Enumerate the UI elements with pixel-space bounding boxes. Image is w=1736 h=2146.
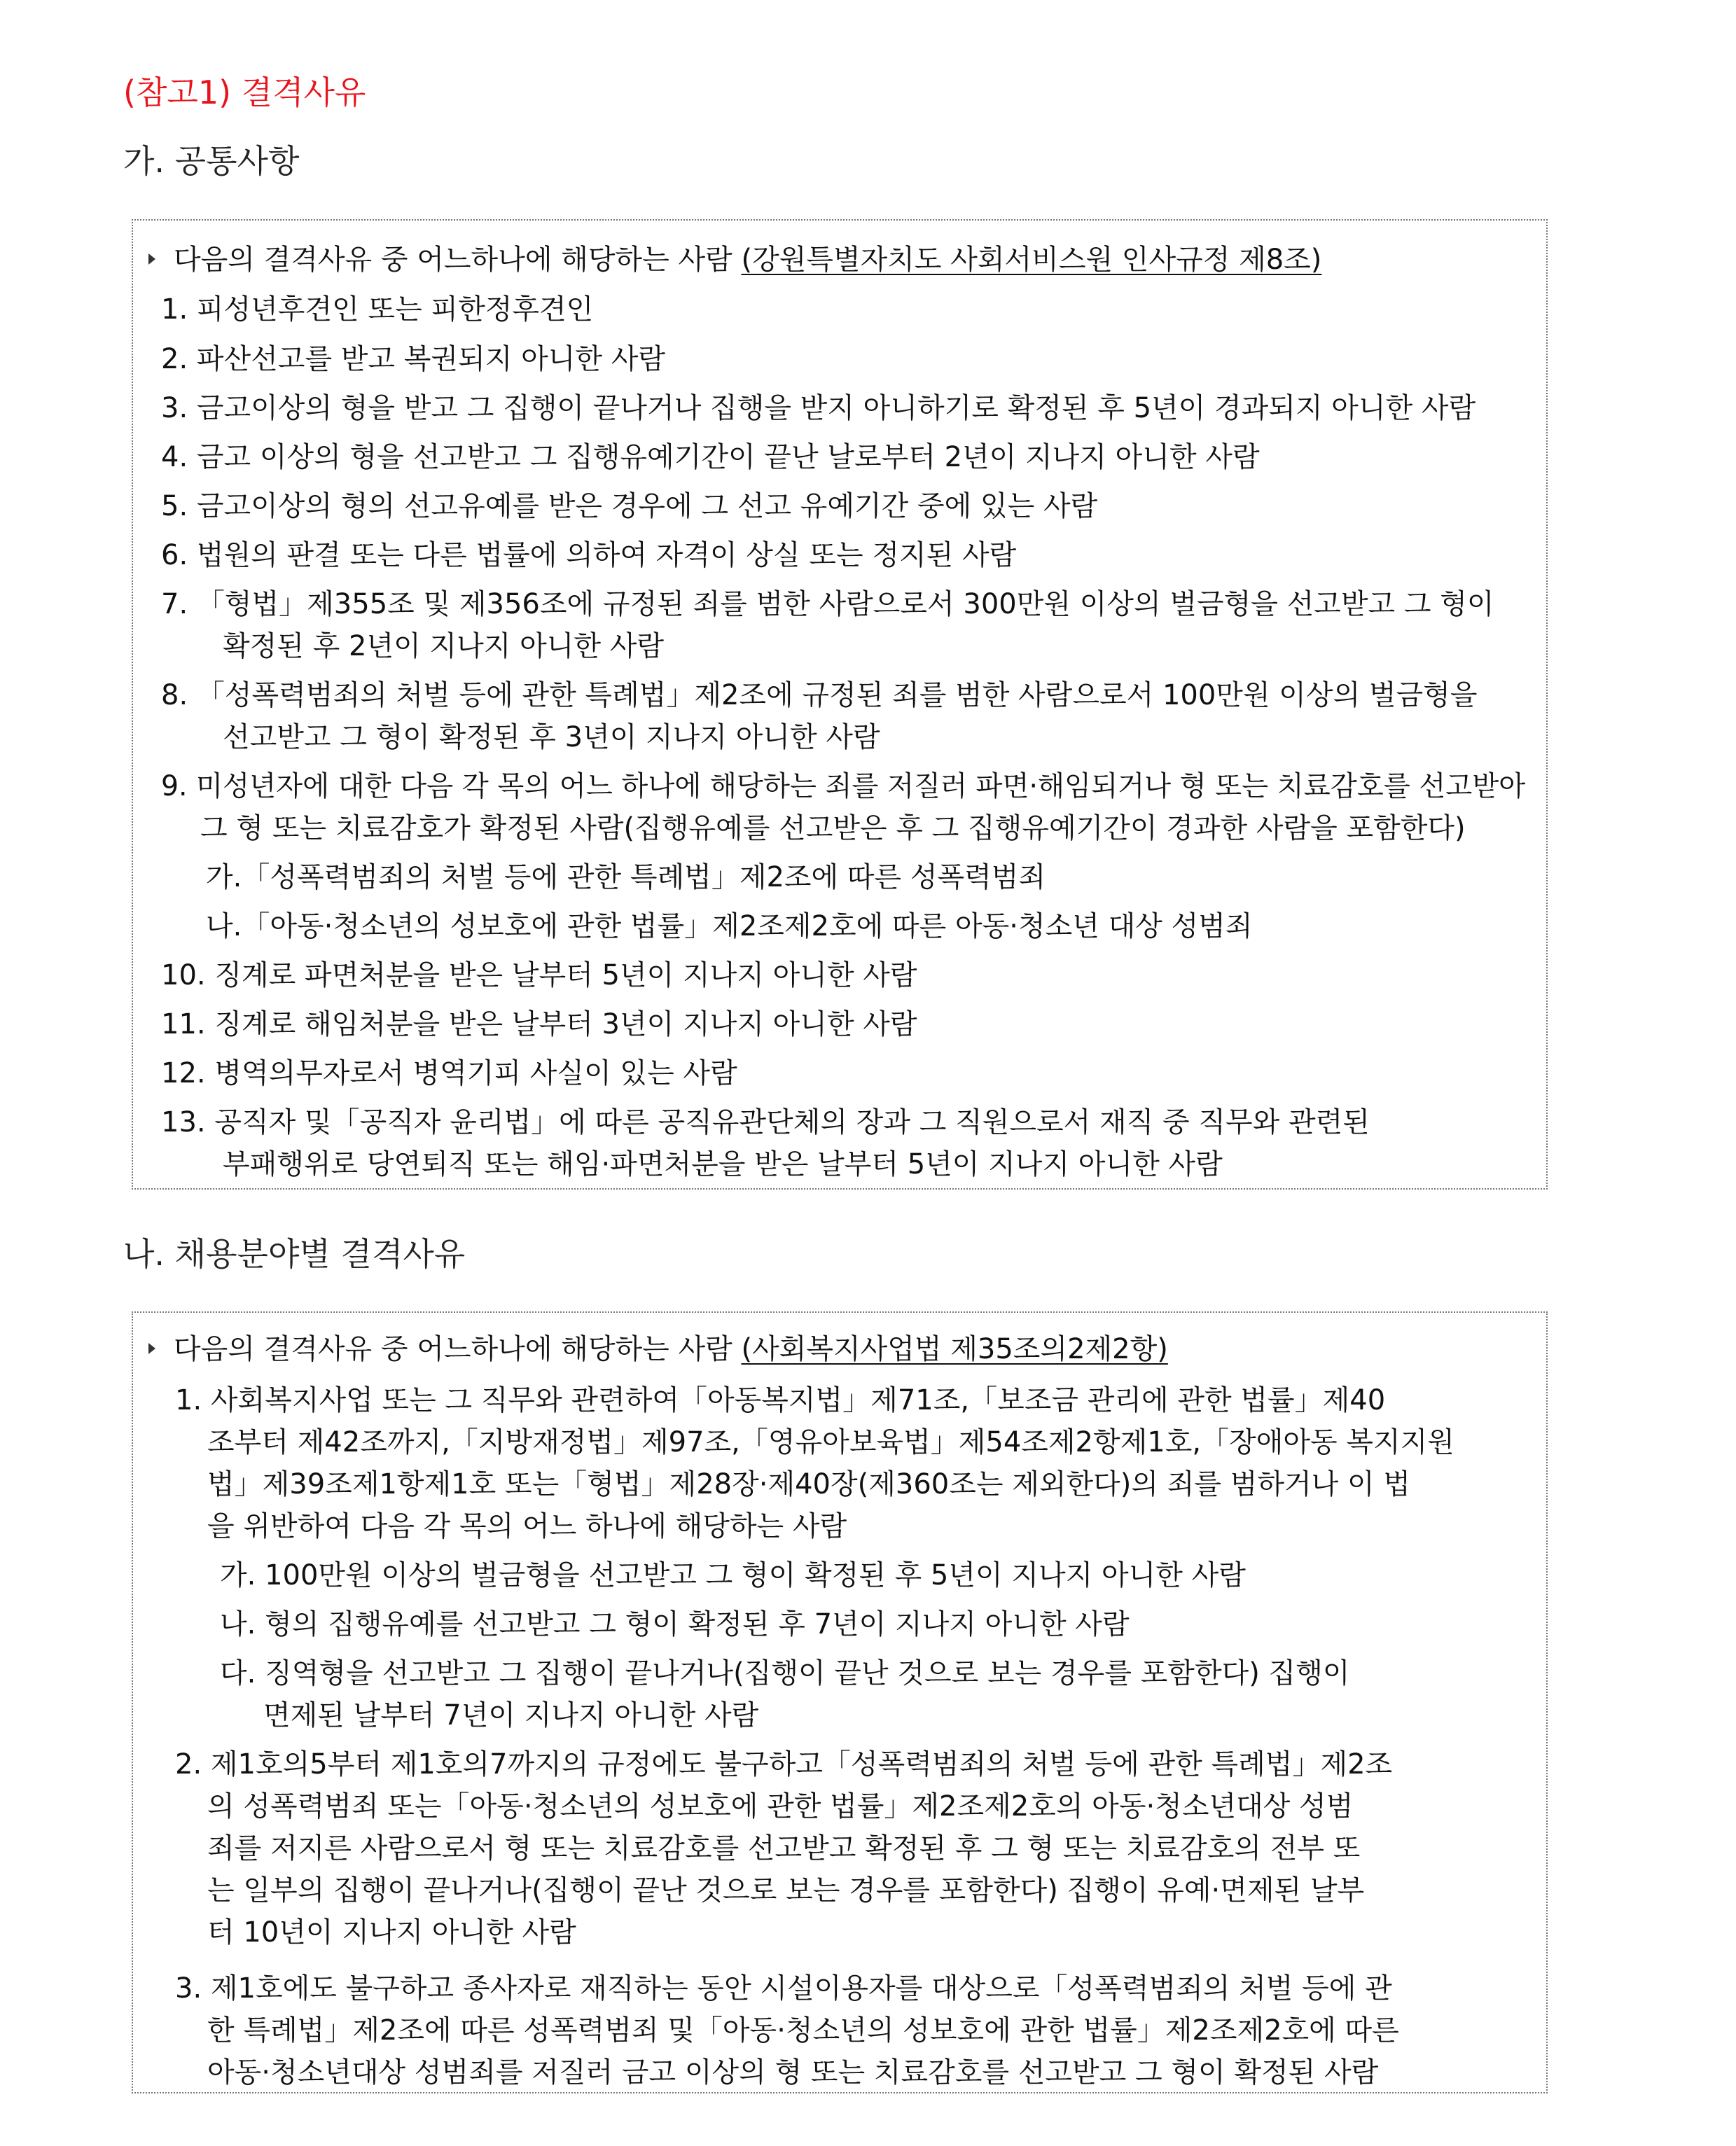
section-b-lead: 다음의 결격사유 중 어느하나에 해당하는 사람 (사회복지사업법 제35조의2제2항) bbox=[148, 1330, 1168, 1369]
list-item-continuation: 의 성폭력범죄 또는「아동·청소년의 성보호에 관한 법률」제2조제2호의 아동·청소년대상 성범 bbox=[207, 1790, 1354, 1823]
list-item-continuation: 법」제39조제1항제1호 또는「형법」제28장·제40장(제360조는 제외한다)의 죄를 범하거나 이 법 bbox=[207, 1468, 1410, 1500]
section-a-lead: 다음의 결격사유 중 어느하나에 해당하는 사람 (강원특별자치도 사회서비스원 인사규정 제8조) bbox=[148, 240, 1321, 279]
list-item: 10. 징계로 파면처분을 받은 날부터 5년이 지나지 아니한 사람 bbox=[161, 959, 917, 991]
sub-list-item-continuation: 면제된 날부터 7년이 지나지 아니한 사람 bbox=[263, 1699, 759, 1732]
list-item: 9. 미성년자에 대한 다음 각 목의 어느 하나에 해당하는 죄를 저질러 파면·해임되거나 형 또는 치료감호를 선고받아 bbox=[161, 770, 1526, 802]
list-item: 11. 징계로 해임처분을 받은 날부터 3년이 지나지 아니한 사람 bbox=[161, 1008, 917, 1040]
sub-list-item: 나. 형의 집행유예를 선고받고 그 형이 확정된 후 7년이 지나지 아니한 사람 bbox=[220, 1608, 1130, 1640]
bullet-triangle-icon bbox=[148, 1343, 155, 1354]
list-item-continuation: 부패행위로 당연퇴직 또는 해임·파면처분을 받은 날부터 5년이 지나지 아니한 사람 bbox=[223, 1148, 1223, 1180]
sub-list-item: 다. 징역형을 선고받고 그 집행이 끝나거나(집행이 끝난 것으로 보는 경우를 포함한다) 집행이 bbox=[220, 1657, 1350, 1689]
section-b-box bbox=[132, 1311, 1548, 2093]
list-item-continuation: 터 10년이 지나지 아니한 사람 bbox=[207, 1916, 576, 1949]
list-item-continuation: 을 위반하여 다음 각 목의 어느 하나에 해당하는 사람 bbox=[207, 1510, 847, 1542]
list-item-continuation: 한 특례법」제2조에 따른 성폭력범죄 및「아동·청소년의 성보호에 관한 법률」제2조제2호에 따른 bbox=[207, 2014, 1399, 2047]
list-item: 1. 사회복지사업 또는 그 직무와 관련하여「아동복지법」제71조,「보조금 관리에 관한 법률」제40 bbox=[175, 1384, 1386, 1416]
list-item: 2. 제1호의5부터 제1호의7까지의 규정에도 불구하고「성폭력범죄의 처벌 등에 관한 특례법」제2조 bbox=[175, 1748, 1393, 1781]
list-item: 3. 금고이상의 형을 받고 그 집행이 끝나거나 집행을 받지 아니하기로 확정된 후 5년이 경과되지 아니한 사람 bbox=[161, 392, 1476, 424]
list-item-continuation: 아동·청소년대상 성범죄를 저질러 금고 이상의 형 또는 치료감호를 선고받고 그 형이 확정된 사람 bbox=[207, 2056, 1379, 2089]
list-item-continuation: 죄를 저지른 사람으로서 형 또는 치료감호를 선고받고 확정된 후 그 형 또는 치료감호의 전부 또 bbox=[207, 1832, 1361, 1865]
reference-title: (참고1) 결격사유 bbox=[123, 74, 366, 111]
sub-list-item: 가. 100만원 이상의 벌금형을 선고받고 그 형이 확정된 후 5년이 지나지 아니한 사람 bbox=[220, 1559, 1246, 1591]
list-item: 4. 금고 이상의 형을 선고받고 그 집행유예기간이 끝난 날로부터 2년이 지나지 아니한 사람 bbox=[161, 441, 1260, 473]
section-a-title: 가. 공통사항 bbox=[123, 142, 300, 180]
list-item: 1. 피성년후견인 또는 피한정후견인 bbox=[161, 293, 594, 326]
list-item: 8. 「성폭력범죄의 처벌 등에 관한 특례법」제2조에 규정된 죄를 범한 사람으로서 100만원 이상의 벌금형을 bbox=[161, 679, 1478, 711]
list-item: 5. 금고이상의 형의 선고유예를 받은 경우에 그 선고 유예기간 중에 있는 사람 bbox=[161, 490, 1098, 522]
section-b-title: 나. 채용분야별 결격사유 bbox=[123, 1235, 466, 1273]
list-item-continuation: 조부터 제42조까지,「지방재정법」제97조,「영유아보육법」제54조제2항제1호,「장애아동 복지지원 bbox=[207, 1426, 1454, 1458]
bullet-triangle-icon bbox=[148, 253, 155, 265]
list-item-continuation: 확정된 후 2년이 지나지 아니한 사람 bbox=[223, 630, 664, 662]
list-item-continuation: 선고받고 그 형이 확정된 후 3년이 지나지 아니한 사람 bbox=[223, 721, 880, 753]
sub-list-item: 나.「아동·청소년의 성보호에 관한 법률」제2조제2호에 따른 아동·청소년 대상 성범죄 bbox=[206, 910, 1253, 942]
list-item: 7. 「형법」제355조 및 제356조에 규정된 죄를 범한 사람으로서 300만원 이상의 벌금형을 선고받고 그 형이 bbox=[161, 588, 1494, 620]
section-b-lead-source: (사회복지사업법 제35조의2제2항) bbox=[741, 1333, 1168, 1365]
list-item: 6. 법원의 판결 또는 다른 법률에 의하여 자격이 상실 또는 정지된 사람 bbox=[161, 539, 1017, 571]
list-item-continuation: 그 형 또는 치료감호가 확정된 사람(집행유예를 선고받은 후 그 집행유예기간이 경과한 사람을 포함한다) bbox=[200, 812, 1466, 844]
list-item: 3. 제1호에도 불구하고 종사자로 재직하는 동안 시설이용자를 대상으로「성폭력범죄의 처벌 등에 관 bbox=[175, 1972, 1392, 2005]
list-item-continuation: 는 일부의 집행이 끝나거나(집행이 끝난 것으로 보는 경우를 포함한다) 집행이 유예·면제된 날부 bbox=[207, 1874, 1365, 1907]
section-a-box bbox=[132, 219, 1548, 1190]
sub-list-item: 가.「성폭력범죄의 처벌 등에 관한 특례법」제2조에 따른 성폭력범죄 bbox=[206, 861, 1046, 893]
list-item: 12. 병역의무자로서 병역기피 사실이 있는 사람 bbox=[161, 1057, 737, 1089]
section-a-lead-source: (강원특별자치도 사회서비스원 인사규정 제8조) bbox=[741, 244, 1322, 276]
list-item: 2. 파산선고를 받고 복권되지 아니한 사람 bbox=[161, 343, 665, 375]
list-item: 13. 공직자 및「공직자 윤리법」에 따른 공직유관단체의 장과 그 직원으로서 재직 중 직무와 관련된 bbox=[161, 1106, 1370, 1138]
